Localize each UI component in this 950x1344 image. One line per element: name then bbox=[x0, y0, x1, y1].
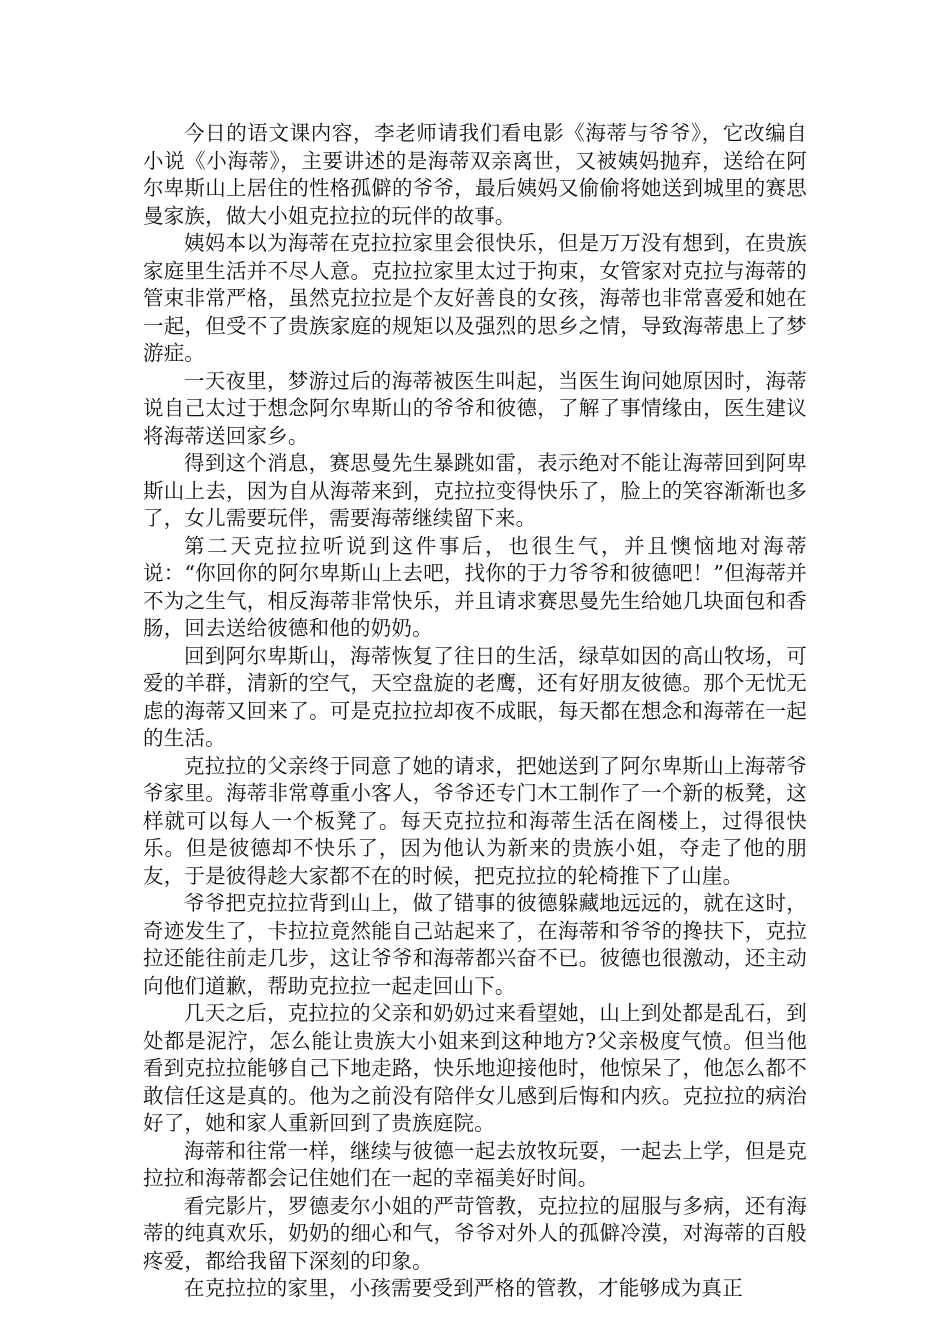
paragraph-6: 回到阿尔卑斯山，海蒂恢复了往日的生活，绿草如因的高山牧场，可爱的羊群，清新的空气，天空盘旋的老鹰，还有好朋友彼德。那个无忧无虑的海蒂又回来了。可是克拉拉却夜不成眠，每天都在想念和海蒂在一起的生活。 bbox=[143, 643, 807, 750]
paragraph-9: 几天之后，克拉拉的父亲和奶奶过来看望她，山上到处都是乱石，到处都是泥泞，怎么能让贵族大小姐来到这种地方?父亲极度气愤。但当他看到克拉拉能够自己下地走路，快乐地迎接他时，他惊呆了，他怎么都不敢信任这是真的。他为之前没有陪伴女儿感到后悔和内疚。克拉拉的病治好了，她和家人重新回到了贵族庭院。 bbox=[143, 1001, 807, 1135]
paragraph-3: 一天夜里，梦游过后的海蒂被医生叫起，当医生询问她原因时，海蒂说自己太过于想念阿尔卑斯山的爷爷和彼德，了解了事情缘由，医生建议将海蒂送回家乡。 bbox=[143, 368, 807, 448]
document-body bbox=[143, 120, 807, 1303]
paragraph-5: 第二天克拉拉听说到这件事后，也很生气，并且懊恼地对海蒂说：“你回你的阿尔卑斯山上去吧，找你的于力爷爷和彼德吧！”但海蒂并不为之生气，相反海蒂非常快乐，并且请求赛思曼先生给她几块面包和香肠，回去送给彼德和他的奶奶。 bbox=[143, 533, 807, 640]
paragraph-10: 海蒂和往常一样，继续与彼德一起去放牧玩耍，一起去上学，但是克拉拉和海蒂都会记住她们在一起的幸福美好时间。 bbox=[143, 1138, 807, 1190]
paragraph-2: 姨妈本以为海蒂在克拉拉家里会很快乐，但是万万没有想到，在贵族家庭里生活并不尽人意。克拉拉家里太过于拘束，女管家对克拉与海蒂的管束非常严格，虽然克拉拉是个友好善良的女孩，海蒂也非常喜爱和她在一起，但受不了贵族家庭的规矩以及强烈的思乡之情，导致海蒂患上了梦游症。 bbox=[143, 231, 807, 365]
paragraph-7: 克拉拉的父亲终于同意了她的请求，把她送到了阿尔卑斯山上海蒂爷爷家里。海蒂非常尊重小客人，爷爷还专门木工制作了一个新的板凳，这样就可以每人一个板凳了。每天克拉拉和海蒂生活在阁楼上，过得很快乐。但是彼德却不快乐了，因为他认为新来的贵族小姐，夺走了他的朋友，于是彼得趁大家都不在的时候，把克拉拉的轮椅推下了山崖。 bbox=[143, 753, 807, 888]
paragraph-4: 得到这个消息，赛思曼先生暴跳如雷，表示绝对不能让海蒂回到阿卑斯山上去，因为自从海蒂来到，克拉拉变得快乐了，脸上的笑容渐渐也多了，女儿需要玩伴，需要海蒂继续留下来。 bbox=[143, 451, 807, 530]
paragraph-1: 今日的语文课内容，李老师请我们看电影《海蒂与爷爷》，它改编自小说《小海蒂》，主要讲述的是海蒂双亲离世，又被姨妈抛弃，送给在阿尔卑斯山上居住的性格孤僻的爷爷，最后姨妈又偷偷将她送到城里的赛思曼家族，做大小姐克拉拉的玩伴的故事。 bbox=[143, 121, 807, 228]
paragraph-12: 在克拉拉的家里，小孩需要受到严格的管教，才能够成为真正 bbox=[184, 1276, 743, 1300]
paragraph-11: 看完影片，罗德麦尔小姐的严苛管教，克拉拉的屈服与多病，还有海蒂的纯真欢乐，奶奶的细心和气，爷爷对外人的孤僻冷漠，对海蒂的百般疼爱，都给我留下深刻的印象。 bbox=[143, 1193, 807, 1273]
paragraph-8: 爷爷把克拉拉背到山上，做了错事的彼德躲藏地远远的，就在这时，奇迹发生了，卡拉拉竟然能自己站起来了，在海蒂和爷爷的搀扶下，克拉拉还能往前走几步，这让爷爷和海蒂都兴奋不已。彼德也很激动，还主动向他们道歉，帮助克拉拉一起走回山下。 bbox=[143, 891, 807, 998]
